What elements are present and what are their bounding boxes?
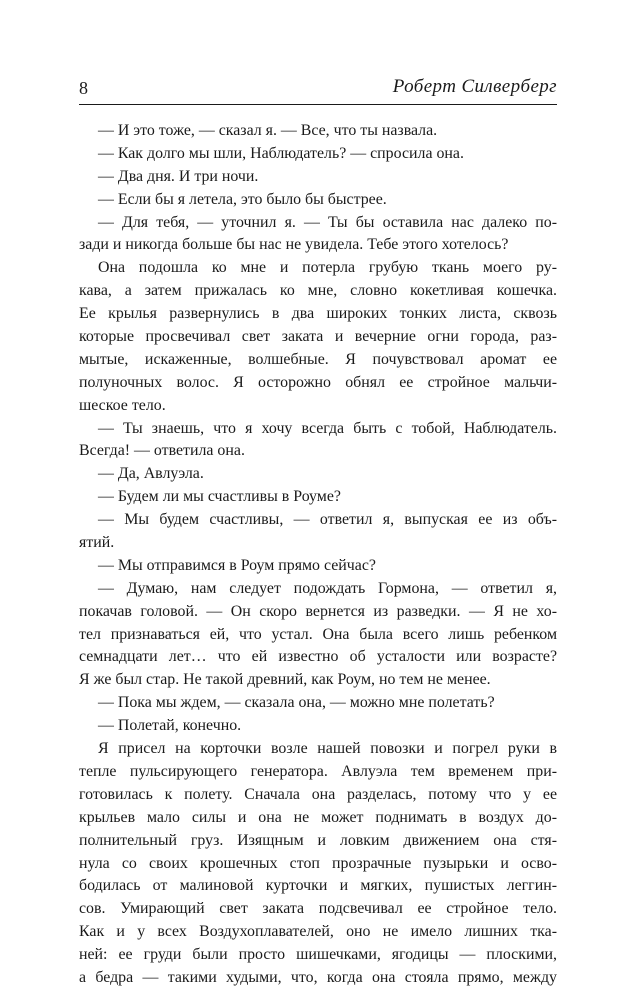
text-line: а бедра — такими худыми, что, когда она стояла прямо, между [79,968,557,986]
text-line: — Мы будем счастливы, — ответил я, выпуская ее из объ- [98,511,557,529]
text-line: мытые, искаженные, волшебные. Я почувствовал аромат ее [79,350,557,368]
text-line: сов. Умирающий свет заката подсвечивал ее стройное тело. [79,900,557,918]
text-line: — Мы отправимся в Роум прямо сейчас? [98,556,376,574]
text-line: — Как долго мы шли, Наблюдатель? — спросила она. [98,144,464,162]
text-line: зади и никогда больше бы нас не увидела. Тебе этого хотелось? [79,236,509,254]
text-line: Как и у всех Воздухоплавателей, оно не имело лишних тка- [79,923,557,941]
text-line: шеское тело. [79,396,166,414]
text-line: тепле пульсирующего генератора. Авлуэла тем временем при- [79,762,557,780]
text-line: тел признаваться ей, что устал. Она была всего лишь ребенком [79,625,557,643]
running-header [79,74,557,105]
text-line: полуночных волос. Я осторожно обнял ее стройное мальчи- [79,373,557,391]
text-line: — Если бы я летела, это было бы быстрее. [98,190,387,208]
text-line: готовилась к полету. Сначала она разделась, потому что у ее [79,785,557,803]
text-line: — Пока мы ждем, — сказала она, — можно мне полетать? [98,694,495,712]
text-line: крыльев мало силы и она не может поднимать в воздух до- [79,808,557,826]
text-line: Я присел на корточки возле нашей повозки и погрел руки в [98,740,557,758]
text-line: — Два дня. И три ночи. [98,167,259,185]
text-line: — Ты знаешь, что я хочу всегда быть с тобой, Наблюдатель. [98,419,557,437]
text-line: ней: ее груди были просто шишечками, ягодицы — плоскими, [79,946,557,964]
running-title: Роберт Силверберг [392,76,557,97]
text-line: нула со своих крошечных стоп прозрачные пузырьки и осво- [79,854,557,872]
text-line: — Да, Авлуэла. [98,465,204,483]
body-text [79,120,557,990]
text-line: бодилась от малиновой курточки и мягких, пушистых леггин- [79,877,557,895]
text-line: — Думаю, нам следует подождать Гормона, — ответил я, [98,579,557,597]
text-line: полнительный груз. Изящным и ловким движением она стя- [79,831,557,849]
text-line: — Для тебя, — уточнил я. — Ты бы оставила нас далеко по- [98,213,557,231]
text-line: которые просвечивал свет заката и вечерние огни города, раз- [79,328,557,346]
text-line: — И это тоже, — сказал я. — Все, что ты назвала. [98,122,438,139]
text-line: кава, а затем прижалась ко мне, словно кокетливая кошечка. [79,282,557,300]
text-line: Я же был стар. Не такой древний, как Роум, но тем не менее. [79,671,491,689]
text-line: — Полетай, конечно. [98,717,242,735]
page-number: 8 [79,78,88,98]
text-line: Всегда! — ответила она. [79,442,245,460]
text-line: ятий. [79,534,115,552]
text-line: — Будем ли мы счастливы в Роуме? [98,488,341,506]
text-line: семнадцати лет… что ей известно об усталости или возрасте? [79,648,557,666]
text-line: Она подошла ко мне и потерла грубую ткань моего ру- [98,259,557,277]
text-line: Ее крылья развернулись в два широких тонких листа, сквозь [79,305,557,323]
text-line: покачав головой. — Он скоро вернется из разведки. — Я не хо- [79,602,557,620]
